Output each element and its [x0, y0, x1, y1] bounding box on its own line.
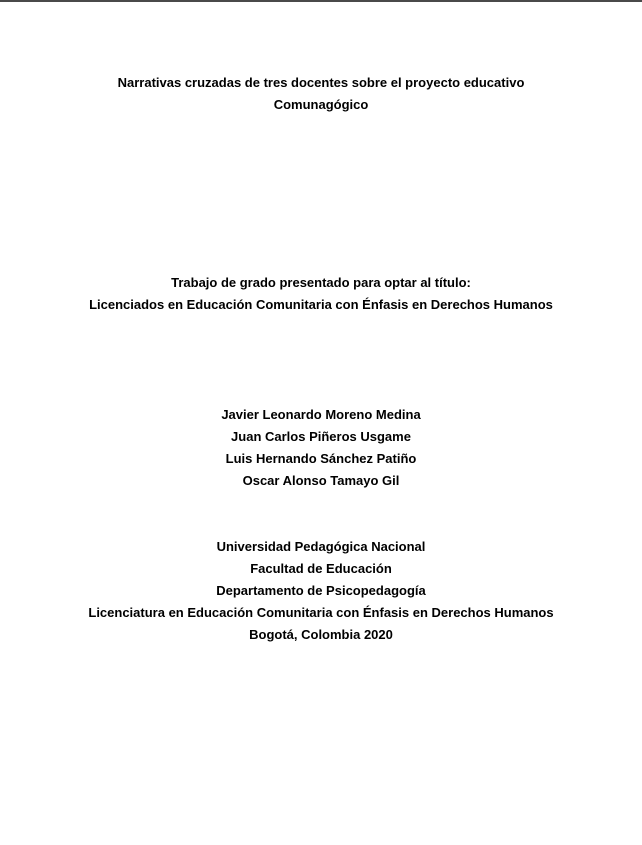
faculty-name: Facultad de Educación — [250, 561, 392, 576]
institution-info — [0, 536, 642, 646]
author-name: Oscar Alonso Tamayo Gil — [242, 473, 400, 488]
author-name: Luis Hernando Sánchez Patiño — [225, 451, 417, 466]
degree-line-2: Licenciados en Educación Comunitaria con Énfasis en Derechos Humanos — [89, 297, 553, 312]
place-and-year: Bogotá, Colombia 2020 — [249, 627, 393, 642]
degree-statement — [0, 272, 642, 316]
university-name: Universidad Pedagógica Nacional — [216, 539, 426, 554]
degree-line-1: Trabajo de grado presentado para optar al título: — [171, 275, 471, 290]
document-title — [0, 72, 642, 116]
program-name: Licenciatura en Educación Comunitaria con Énfasis en Derechos Humanos — [88, 605, 554, 620]
author-name: Javier Leonardo Moreno Medina — [221, 407, 421, 422]
author-name: Juan Carlos Piñeros Usgame — [231, 429, 411, 444]
department-name: Departamento de Psicopedagogía — [216, 583, 426, 598]
title-line-1: Narrativas cruzadas de tres docentes sobre el proyecto educativo — [117, 75, 525, 90]
authors-list — [0, 404, 642, 492]
title-line-2: Comunagógico — [273, 97, 369, 112]
